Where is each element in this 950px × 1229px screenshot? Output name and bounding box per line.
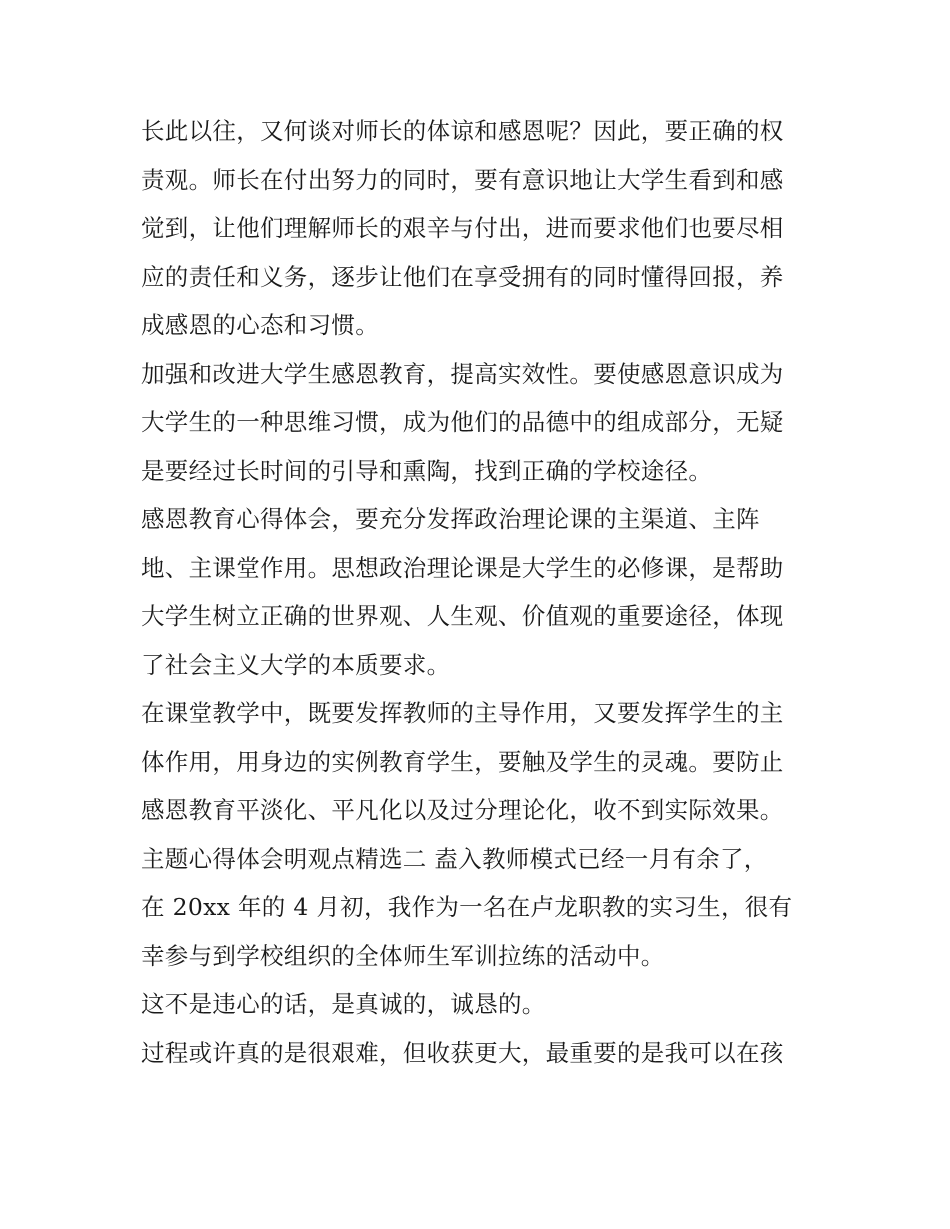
- text-line: 加强和改进大学生感恩教育，提高实效性。要使感恩意识成为: [141, 359, 784, 388]
- text-line: 是要经过长时间的引导和熏陶，找到正确的学校途径。: [141, 456, 713, 485]
- text-line: 觉到，让他们理解师长的艰辛与付出，进而要求他们也要尽相: [141, 214, 784, 242]
- text-line: 在 20xx 年的 4 月初，我作为一名在卢龙职教的实习生，很有: [141, 893, 793, 921]
- text-line: 这不是违心的话，是真诚的，诚恳的。: [141, 990, 546, 1018]
- text-line: 幸参与到学校组织的全体师生军训拉练的活动中。: [141, 941, 665, 970]
- text-line: 应的责任和义务，逐步让他们在享受拥有的同时懂得回报，养: [141, 262, 784, 291]
- body-text: [141, 107, 821, 1077]
- text-line: 地、主课堂作用。思想政治理论课是大学生的必修课，是帮助: [141, 553, 784, 582]
- text-line: 过程或许真的是很艰难，但收获更大，最重要的是我可以在孩: [141, 1038, 784, 1067]
- text-line: 在课堂教学中，既要发挥教师的主导作用，又要发挥学生的主: [141, 699, 784, 727]
- text-line: 感恩教育心得体会，要充分发挥政治理论课的主渠道、主阵: [141, 505, 760, 533]
- text-line: 主题心得体会明观点精选二 盍入教师模式已经一月有余了，: [141, 844, 768, 873]
- text-line: 体作用，用身边的实例教育学生，要触及学生的灵魂。要防止: [141, 747, 784, 776]
- text-line: 成感恩的心态和习惯。: [141, 311, 379, 339]
- text-line: 大学生树立正确的世界观、人生观、价值观的重要途径，体现: [141, 602, 784, 630]
- text-line: 了社会主义大学的本质要求。: [141, 650, 451, 679]
- text-line: 感恩教育平淡化、平凡化以及过分理论化，收不到实际效果。: [141, 796, 784, 824]
- text-line: 大学生的一种思维习惯，成为他们的品德中的组成部分，无疑: [141, 408, 784, 436]
- text-line: 责观。师长在付出努力的同时，要有意识地让大学生看到和感: [141, 165, 784, 194]
- text-line: 长此以往，又何谈对师长的体谅和感恩呢？因此，要正确的权: [141, 117, 784, 145]
